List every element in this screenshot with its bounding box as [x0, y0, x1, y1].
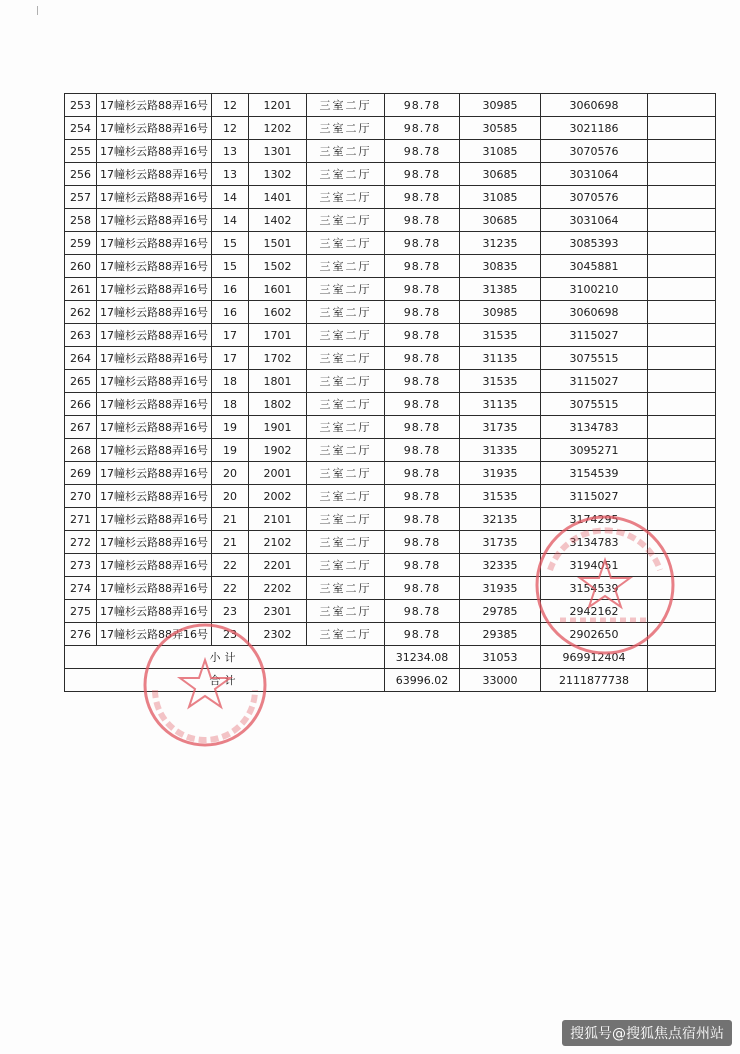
- floor-number: 19: [212, 416, 249, 439]
- unit-type: 三室二厅: [307, 439, 385, 462]
- room-number: 1901: [249, 416, 307, 439]
- grand-total-total: 2111877738: [541, 669, 648, 692]
- unit-price: 31235: [460, 232, 541, 255]
- room-number: 2301: [249, 600, 307, 623]
- building-address: 17幢杉云路88弄16号: [97, 577, 212, 600]
- unit-type: 三室二厅: [307, 117, 385, 140]
- subtotal-area: 31234.08: [385, 646, 460, 669]
- table-row: [65, 485, 716, 508]
- building-address: 17幢杉云路88弄16号: [97, 462, 212, 485]
- floor-number: 22: [212, 577, 249, 600]
- building-address: 17幢杉云路88弄16号: [97, 554, 212, 577]
- unit-price: 30985: [460, 301, 541, 324]
- unit-type: 三室二厅: [307, 163, 385, 186]
- table-row: [65, 508, 716, 531]
- row-number: 271: [65, 508, 97, 531]
- remark: [648, 577, 716, 600]
- room-number: 1302: [249, 163, 307, 186]
- building-address: 17幢杉云路88弄16号: [97, 531, 212, 554]
- building-address: 17幢杉云路88弄16号: [97, 600, 212, 623]
- total-price: 2902650: [541, 623, 648, 646]
- building-address: 17幢杉云路88弄16号: [97, 370, 212, 393]
- room-number: 1501: [249, 232, 307, 255]
- building-address: 17幢杉云路88弄16号: [97, 485, 212, 508]
- total-price: 3134783: [541, 416, 648, 439]
- grand-total-remark: [648, 669, 716, 692]
- floor-number: 14: [212, 209, 249, 232]
- unit-price: 31085: [460, 140, 541, 163]
- room-number: 2002: [249, 485, 307, 508]
- floor-number: 20: [212, 462, 249, 485]
- unit-type: 三室二厅: [307, 140, 385, 163]
- total-price: 3115027: [541, 370, 648, 393]
- row-number: 269: [65, 462, 97, 485]
- table-row: [65, 117, 716, 140]
- unit-type: 三室二厅: [307, 255, 385, 278]
- total-price: 3021186: [541, 117, 648, 140]
- floor-number: 16: [212, 301, 249, 324]
- unit-price: 31935: [460, 462, 541, 485]
- floor-area: 98.78: [385, 301, 460, 324]
- total-price: 3085393: [541, 232, 648, 255]
- unit-price: 32335: [460, 554, 541, 577]
- row-number: 268: [65, 439, 97, 462]
- total-price: 3154539: [541, 577, 648, 600]
- table-row: [65, 163, 716, 186]
- room-number: 2201: [249, 554, 307, 577]
- floor-area: 98.78: [385, 324, 460, 347]
- room-number: 1402: [249, 209, 307, 232]
- room-number: 2001: [249, 462, 307, 485]
- room-number: 2302: [249, 623, 307, 646]
- grand-total-row: [65, 669, 716, 692]
- building-address: 17幢杉云路88弄16号: [97, 347, 212, 370]
- page-corner-mark: |: [36, 6, 40, 16]
- row-number: 273: [65, 554, 97, 577]
- remark: [648, 439, 716, 462]
- unit-price: 31135: [460, 347, 541, 370]
- row-number: 266: [65, 393, 97, 416]
- unit-type: 三室二厅: [307, 485, 385, 508]
- row-number: 267: [65, 416, 97, 439]
- unit-price: 31535: [460, 485, 541, 508]
- floor-area: 98.78: [385, 255, 460, 278]
- total-price: 3075515: [541, 393, 648, 416]
- subtotal-unit-price: 31053: [460, 646, 541, 669]
- room-number: 1801: [249, 370, 307, 393]
- unit-type: 三室二厅: [307, 186, 385, 209]
- table-row: [65, 393, 716, 416]
- row-number: 262: [65, 301, 97, 324]
- floor-number: 17: [212, 324, 249, 347]
- unit-type: 三室二厅: [307, 393, 385, 416]
- unit-type: 三室二厅: [307, 623, 385, 646]
- building-address: 17幢杉云路88弄16号: [97, 301, 212, 324]
- grand-total-unit-price: 33000: [460, 669, 541, 692]
- remark: [648, 209, 716, 232]
- floor-number: 23: [212, 600, 249, 623]
- total-price: 3070576: [541, 140, 648, 163]
- remark: [648, 278, 716, 301]
- total-price: 3115027: [541, 485, 648, 508]
- subtotal-remark: [648, 646, 716, 669]
- table-row: [65, 600, 716, 623]
- building-address: 17幢杉云路88弄16号: [97, 186, 212, 209]
- building-address: 17幢杉云路88弄16号: [97, 278, 212, 301]
- row-number: 261: [65, 278, 97, 301]
- unit-price: 31935: [460, 577, 541, 600]
- remark: [648, 393, 716, 416]
- row-number: 270: [65, 485, 97, 508]
- unit-type: 三室二厅: [307, 370, 385, 393]
- table-row: [65, 140, 716, 163]
- floor-area: 98.78: [385, 531, 460, 554]
- row-number: 265: [65, 370, 97, 393]
- row-number: 272: [65, 531, 97, 554]
- grand-total-area: 63996.02: [385, 669, 460, 692]
- unit-type: 三室二厅: [307, 462, 385, 485]
- subtotal-total: 969912404: [541, 646, 648, 669]
- table-row: [65, 186, 716, 209]
- remark: [648, 347, 716, 370]
- unit-price: 31085: [460, 186, 541, 209]
- room-number: 2202: [249, 577, 307, 600]
- unit-price: 31535: [460, 370, 541, 393]
- table-row: [65, 577, 716, 600]
- remark: [648, 324, 716, 347]
- unit-type: 三室二厅: [307, 232, 385, 255]
- row-number: 260: [65, 255, 97, 278]
- remark: [648, 554, 716, 577]
- remark: [648, 117, 716, 140]
- remark: [648, 232, 716, 255]
- row-number: 257: [65, 186, 97, 209]
- floor-number: 18: [212, 370, 249, 393]
- room-number: 1601: [249, 278, 307, 301]
- unit-type: 三室二厅: [307, 416, 385, 439]
- floor-number: 13: [212, 163, 249, 186]
- floor-area: 98.78: [385, 232, 460, 255]
- total-price: 3075515: [541, 347, 648, 370]
- floor-number: 15: [212, 232, 249, 255]
- floor-area: 98.78: [385, 347, 460, 370]
- total-price: 3154539: [541, 462, 648, 485]
- floor-number: 12: [212, 94, 249, 117]
- row-number: 263: [65, 324, 97, 347]
- remark: [648, 140, 716, 163]
- table-row: [65, 439, 716, 462]
- unit-price: 31535: [460, 324, 541, 347]
- floor-number: 19: [212, 439, 249, 462]
- remark: [648, 623, 716, 646]
- row-number: 276: [65, 623, 97, 646]
- floor-area: 98.78: [385, 623, 460, 646]
- total-price: 3194051: [541, 554, 648, 577]
- total-price: 3100210: [541, 278, 648, 301]
- room-number: 1802: [249, 393, 307, 416]
- unit-price: 31735: [460, 416, 541, 439]
- table-row: [65, 462, 716, 485]
- floor-area: 98.78: [385, 508, 460, 531]
- building-address: 17幢杉云路88弄16号: [97, 623, 212, 646]
- total-price: 3115027: [541, 324, 648, 347]
- room-number: 1902: [249, 439, 307, 462]
- unit-type: 三室二厅: [307, 531, 385, 554]
- floor-number: 18: [212, 393, 249, 416]
- total-price: 3070576: [541, 186, 648, 209]
- room-number: 1401: [249, 186, 307, 209]
- floor-area: 98.78: [385, 370, 460, 393]
- remark: [648, 370, 716, 393]
- unit-price: 30585: [460, 117, 541, 140]
- floor-area: 98.78: [385, 140, 460, 163]
- remark: [648, 94, 716, 117]
- table-row: [65, 554, 716, 577]
- building-address: 17幢杉云路88弄16号: [97, 439, 212, 462]
- building-address: 17幢杉云路88弄16号: [97, 117, 212, 140]
- building-address: 17幢杉云路88弄16号: [97, 232, 212, 255]
- remark: [648, 186, 716, 209]
- table-row: [65, 324, 716, 347]
- row-number: 259: [65, 232, 97, 255]
- room-number: 2101: [249, 508, 307, 531]
- unit-price: 30685: [460, 209, 541, 232]
- floor-area: 98.78: [385, 278, 460, 301]
- row-number: 274: [65, 577, 97, 600]
- unit-type: 三室二厅: [307, 94, 385, 117]
- table-row: [65, 94, 716, 117]
- price-list-table: [64, 93, 716, 692]
- unit-price: 31135: [460, 393, 541, 416]
- remark: [648, 163, 716, 186]
- floor-number: 20: [212, 485, 249, 508]
- unit-type: 三室二厅: [307, 577, 385, 600]
- total-price: 3174295: [541, 508, 648, 531]
- room-number: 1201: [249, 94, 307, 117]
- unit-price: 29785: [460, 600, 541, 623]
- floor-area: 98.78: [385, 577, 460, 600]
- total-price: 3031064: [541, 163, 648, 186]
- remark: [648, 485, 716, 508]
- total-price: 3060698: [541, 301, 648, 324]
- table-row: [65, 232, 716, 255]
- remark: [648, 508, 716, 531]
- unit-price: 30985: [460, 94, 541, 117]
- grand-total-label: 合计: [65, 669, 385, 692]
- remark: [648, 416, 716, 439]
- table-body: [65, 94, 716, 646]
- room-number: 2102: [249, 531, 307, 554]
- floor-number: 17: [212, 347, 249, 370]
- unit-type: 三室二厅: [307, 301, 385, 324]
- floor-area: 98.78: [385, 485, 460, 508]
- floor-area: 98.78: [385, 117, 460, 140]
- unit-type: 三室二厅: [307, 324, 385, 347]
- row-number: 275: [65, 600, 97, 623]
- unit-type: 三室二厅: [307, 278, 385, 301]
- total-price: 2942162: [541, 600, 648, 623]
- floor-area: 98.78: [385, 462, 460, 485]
- total-price: 3045881: [541, 255, 648, 278]
- unit-price: 30685: [460, 163, 541, 186]
- table-row: [65, 370, 716, 393]
- building-address: 17幢杉云路88弄16号: [97, 416, 212, 439]
- table-row: [65, 416, 716, 439]
- floor-area: 98.78: [385, 416, 460, 439]
- floor-number: 21: [212, 508, 249, 531]
- floor-number: 21: [212, 531, 249, 554]
- table-row: [65, 209, 716, 232]
- building-address: 17幢杉云路88弄16号: [97, 255, 212, 278]
- subtotal-label: 小计: [65, 646, 385, 669]
- building-address: 17幢杉云路88弄16号: [97, 140, 212, 163]
- building-address: 17幢杉云路88弄16号: [97, 324, 212, 347]
- floor-area: 98.78: [385, 600, 460, 623]
- row-number: 256: [65, 163, 97, 186]
- building-address: 17幢杉云路88弄16号: [97, 508, 212, 531]
- unit-type: 三室二厅: [307, 554, 385, 577]
- unit-type: 三室二厅: [307, 209, 385, 232]
- table-row: [65, 347, 716, 370]
- total-price: 3134783: [541, 531, 648, 554]
- remark: [648, 531, 716, 554]
- table-row: [65, 531, 716, 554]
- table-row: [65, 255, 716, 278]
- floor-number: 14: [212, 186, 249, 209]
- floor-number: 15: [212, 255, 249, 278]
- unit-price: 32135: [460, 508, 541, 531]
- floor-area: 98.78: [385, 163, 460, 186]
- building-address: 17幢杉云路88弄16号: [97, 163, 212, 186]
- row-number: 253: [65, 94, 97, 117]
- room-number: 1502: [249, 255, 307, 278]
- room-number: 1301: [249, 140, 307, 163]
- unit-price: 30835: [460, 255, 541, 278]
- row-number: 264: [65, 347, 97, 370]
- unit-price: 31385: [460, 278, 541, 301]
- remark: [648, 600, 716, 623]
- unit-price: 29385: [460, 623, 541, 646]
- unit-type: 三室二厅: [307, 347, 385, 370]
- building-address: 17幢杉云路88弄16号: [97, 209, 212, 232]
- floor-area: 98.78: [385, 94, 460, 117]
- floor-area: 98.78: [385, 209, 460, 232]
- table-row: [65, 301, 716, 324]
- floor-area: 98.78: [385, 554, 460, 577]
- floor-number: 12: [212, 117, 249, 140]
- table-row: [65, 623, 716, 646]
- row-number: 254: [65, 117, 97, 140]
- watermark-footer: 搜狐号@搜狐焦点宿州站: [562, 1020, 732, 1046]
- unit-type: 三室二厅: [307, 508, 385, 531]
- floor-area: 98.78: [385, 439, 460, 462]
- floor-number: 22: [212, 554, 249, 577]
- unit-price: 31735: [460, 531, 541, 554]
- unit-price: 31335: [460, 439, 541, 462]
- building-address: 17幢杉云路88弄16号: [97, 393, 212, 416]
- table-row: [65, 278, 716, 301]
- total-price: 3060698: [541, 94, 648, 117]
- remark: [648, 255, 716, 278]
- floor-number: 23: [212, 623, 249, 646]
- row-number: 258: [65, 209, 97, 232]
- floor-number: 13: [212, 140, 249, 163]
- remark: [648, 301, 716, 324]
- row-number: 255: [65, 140, 97, 163]
- floor-area: 98.78: [385, 393, 460, 416]
- remark: [648, 462, 716, 485]
- room-number: 1702: [249, 347, 307, 370]
- total-price: 3095271: [541, 439, 648, 462]
- total-price: 3031064: [541, 209, 648, 232]
- floor-area: 98.78: [385, 186, 460, 209]
- subtotal-row: [65, 646, 716, 669]
- floor-number: 16: [212, 278, 249, 301]
- room-number: 1701: [249, 324, 307, 347]
- unit-type: 三室二厅: [307, 600, 385, 623]
- room-number: 1202: [249, 117, 307, 140]
- building-address: 17幢杉云路88弄16号: [97, 94, 212, 117]
- room-number: 1602: [249, 301, 307, 324]
